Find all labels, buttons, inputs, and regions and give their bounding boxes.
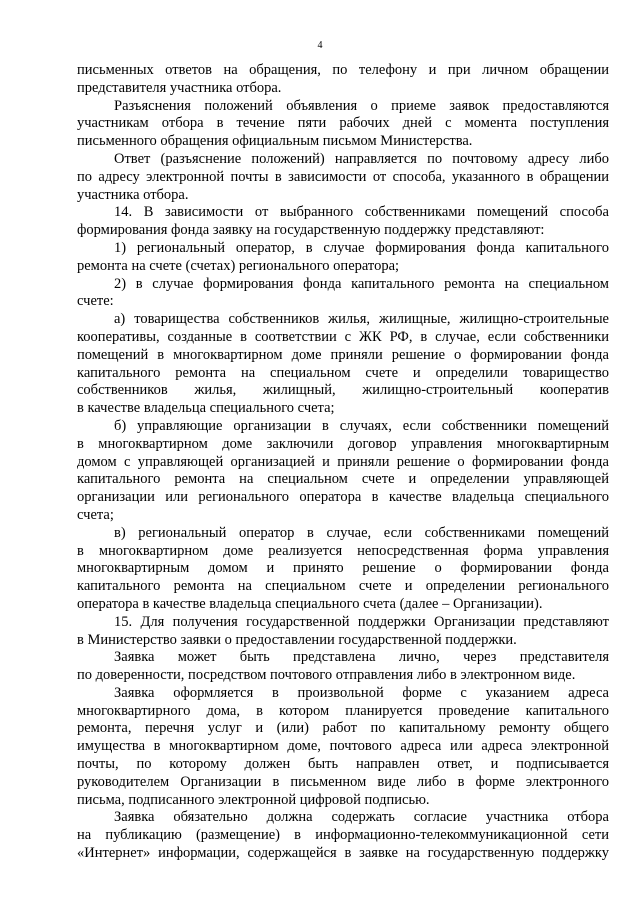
text-line: домом с управляющей организацией и приняли решение о формировании фонда <box>77 453 609 470</box>
text-line: собственников жилья, жилищный, жилищно-строительный кооператив <box>77 382 609 399</box>
text-line: капитального ремонта на специальном счете и определении управляющей <box>77 471 609 488</box>
text-line: почты, по которому должен быть направлен ответ, и подписывается <box>77 756 609 773</box>
text-line: участникам отбора в течение пяти рабочих дней с момента поступления <box>77 115 609 132</box>
text-line: 1) региональный оператор, в случае формирования фонда капитального <box>114 239 609 256</box>
text-line: счета; <box>77 506 114 523</box>
text-line: организации или регионального оператора в качестве владельца специального <box>77 489 609 506</box>
text-line: письменных ответов на обращения, по телефону и при личном обращении <box>77 62 609 78</box>
text-line: в многоквартирном доме реализуется непосредственная форма управления <box>77 542 609 559</box>
text-line: Заявка может быть представлена лично, через представителя <box>114 649 609 666</box>
text-line: 14. В зависимости от выбранного собственниками помещений способа <box>114 204 609 221</box>
text-line: представителя участника отбора. <box>77 79 282 96</box>
text-line: капитального ремонта на специальном счете и определении регионального <box>77 578 609 595</box>
text-line: многоквартирного дома, в котором планируется проведение капитального <box>77 702 609 719</box>
text-line: б) управляющие организации в случаях, если собственники помещений <box>114 417 609 434</box>
text-line: имущества в многоквартирном доме, почтового адреса или адреса электронной <box>77 738 609 755</box>
text-line: капитального ремонта на специальном счете и определили товарищество <box>77 364 609 381</box>
text-line: по доверенности, посредством почтового отправления либо в электронном виде. <box>77 667 576 684</box>
text-line: в многоквартирном доме заключили договор управления многоквартирным <box>77 435 609 452</box>
text-line: в Министерство заявки о предоставлении государственной поддержки. <box>77 631 517 648</box>
text-line: формирования фонда заявку на государственную поддержку представляют: <box>77 222 545 239</box>
text-line: участника отбора. <box>77 186 189 203</box>
text-line: в) региональный оператор в случае, если собственниками помещений <box>114 524 609 541</box>
text-line: письменного обращения официальным письмом Министерства. <box>77 133 473 150</box>
text-line: в качестве владельца специального счета; <box>77 400 335 417</box>
text-line: по адресу электронной почты в зависимости от способа, указанного в обращении <box>77 168 609 185</box>
text-line: письма, подписанного электронной цифровой подписью. <box>77 791 430 808</box>
text-line: «Интернет» информации, содержащейся в заявке на государственную поддержку <box>77 845 609 862</box>
page-number: 4 <box>317 40 323 51</box>
text-line: ремонта на счете (счетах) регионального оператора; <box>77 257 400 274</box>
text-line: кооперативы, созданные в соответствии с ЖК РФ, в случае, если собственники <box>77 328 609 345</box>
text-line: счете: <box>77 293 114 310</box>
text-line: ремонта, перечня услуг и (или) работ по капитальному ремонту общего <box>77 720 609 737</box>
text-line: Ответ (разъяснение положений) направляется по почтовому адресу либо <box>114 150 609 167</box>
text-line: помещений в многоквартирном доме приняли решение о формировании фонда <box>77 346 609 363</box>
text-line: многоквартирным домом и принято решение о формировании фонда <box>77 560 609 577</box>
text-line: 15. Для получения государственной поддержки Организации представляют <box>114 613 609 630</box>
text-line: на публикацию (размещение) в информационно-телекоммуникационной сети <box>77 827 609 844</box>
text-line: оператора в качестве владельца специального счета (далее – Организации). <box>77 595 543 612</box>
text-line: руководителем Организации в письменном виде либо в форме электронного <box>77 773 609 790</box>
text-line: а) товарищества собственников жилья, жилищные, жилищно-строительные <box>114 311 609 328</box>
text-line: Разъяснения положений объявления о приеме заявок предоставляются <box>114 97 609 114</box>
text-line: Заявка обязательно должна содержать согласие участника отбора <box>114 809 609 826</box>
text-line: Заявка оформляется в произвольной форме с указанием адреса <box>114 684 609 701</box>
document-body <box>77 62 609 863</box>
text-line: 2) в случае формирования фонда капитального ремонта на специальном <box>114 275 609 292</box>
